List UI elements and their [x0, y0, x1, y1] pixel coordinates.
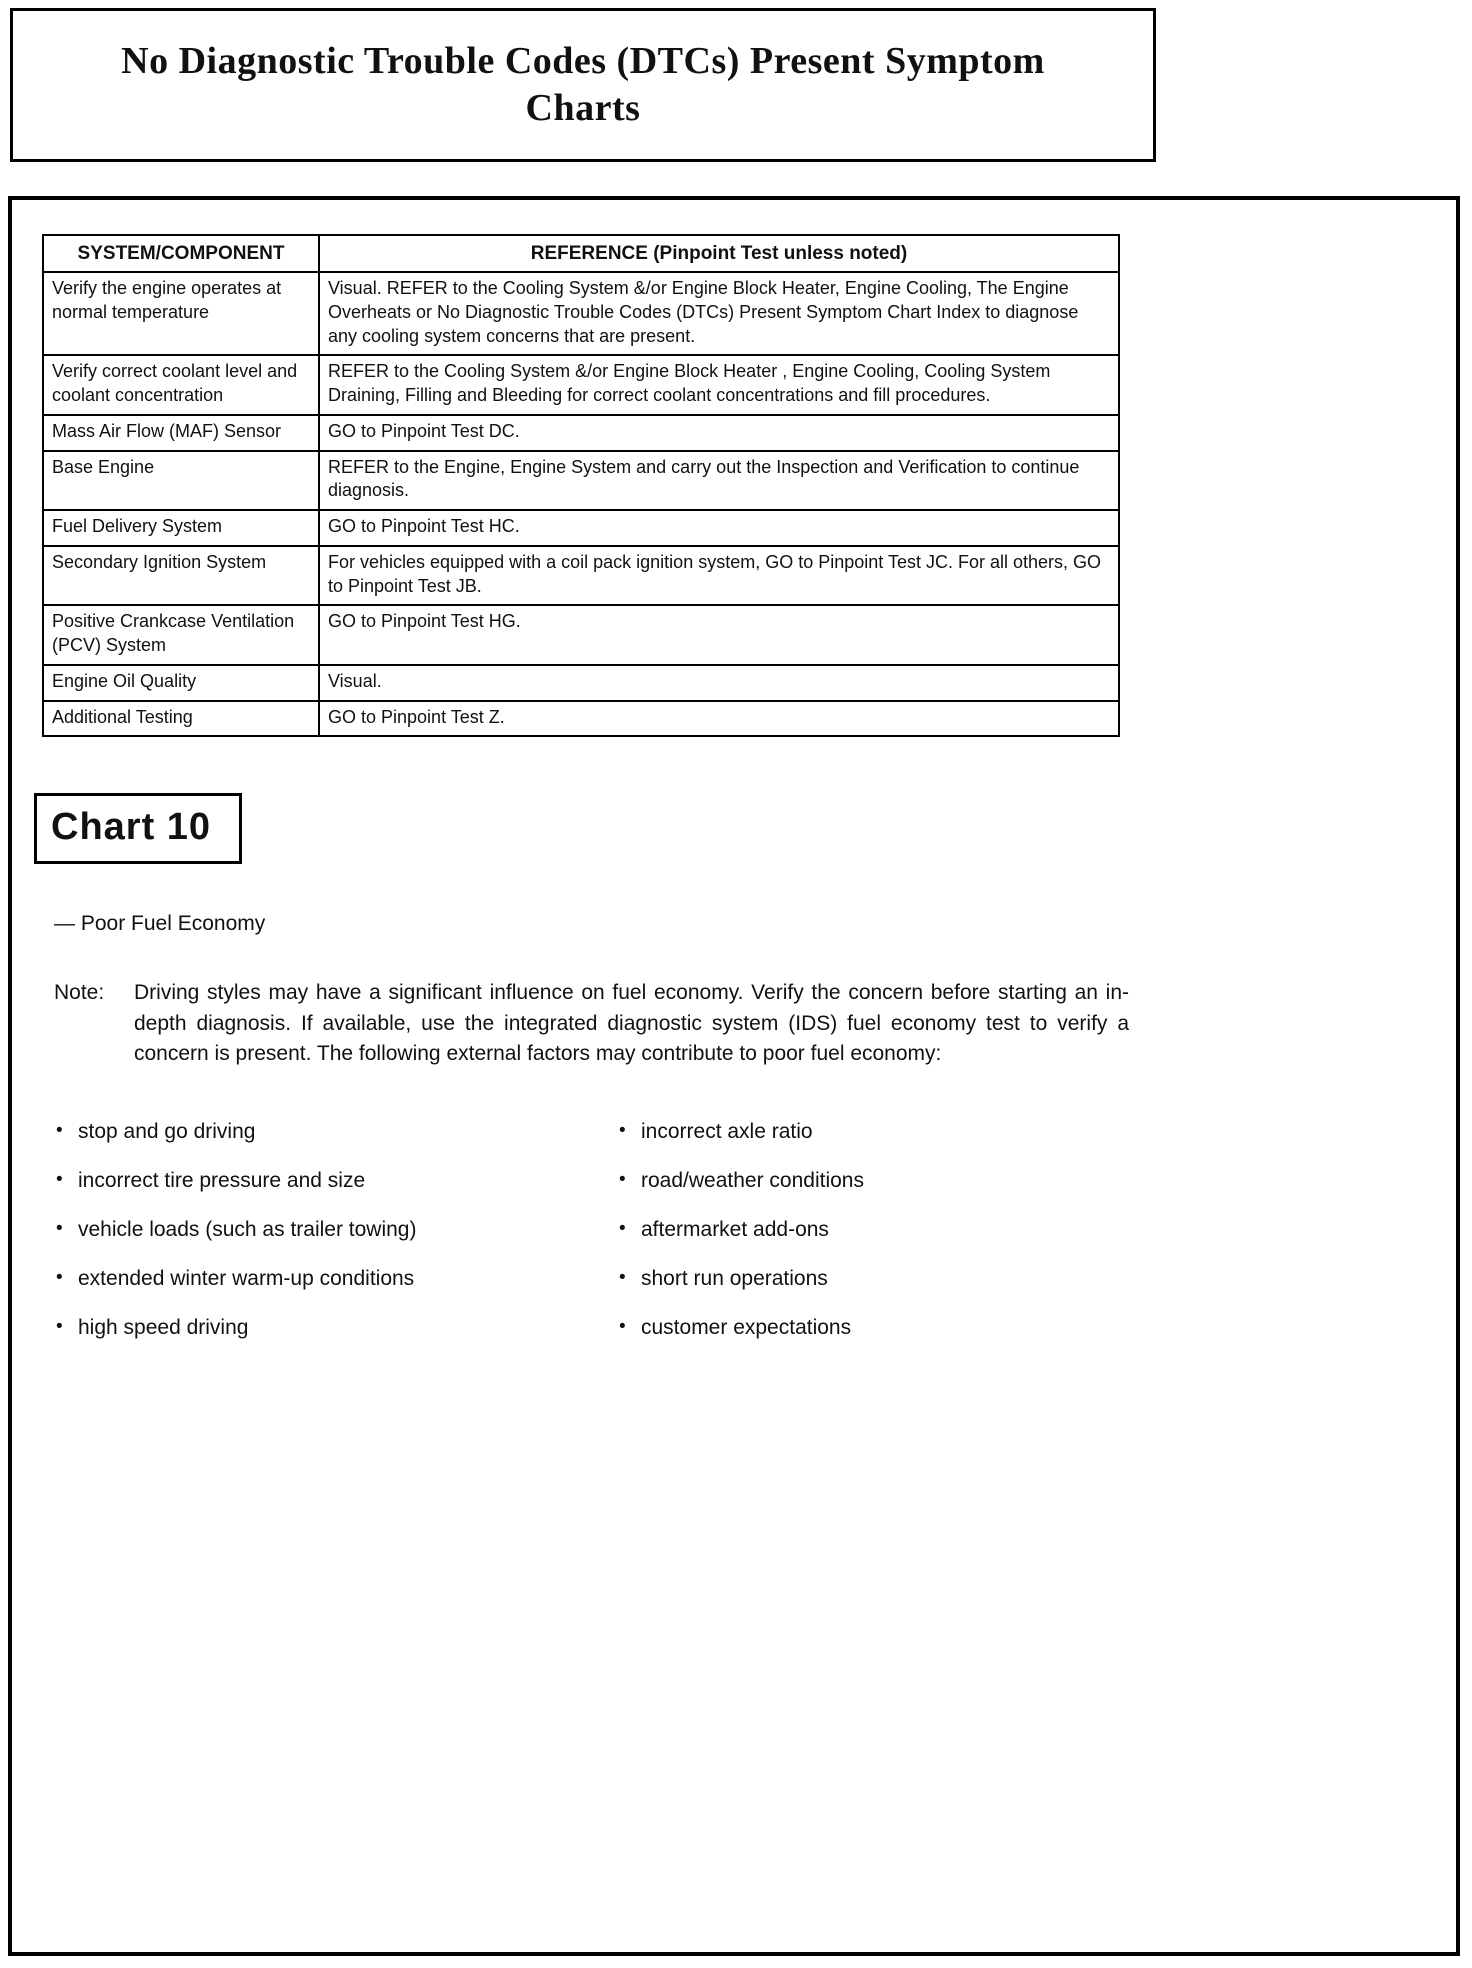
list-item: • aftermarket add-ons [617, 1218, 864, 1242]
list-item: • road/weather conditions [617, 1169, 864, 1193]
chart-label: Chart 10 [51, 806, 212, 849]
reference-cell: GO to Pinpoint Test Z. [319, 701, 1119, 737]
system-cell: Positive Crankcase Ventilation (PCV) System [43, 605, 319, 665]
list-item: • short run operations [617, 1267, 864, 1291]
list-item: • vehicle loads (such as trailer towing) [54, 1218, 617, 1242]
table-row [43, 546, 1119, 606]
table-row [43, 665, 1119, 701]
table-row [43, 355, 1119, 415]
reference-cell: GO to Pinpoint Test DC. [319, 415, 1119, 451]
content-box [8, 196, 1460, 1956]
table-row [43, 510, 1119, 546]
factor-list-left [54, 1120, 617, 1365]
list-item: • high speed driving [54, 1316, 617, 1340]
reference-cell: Visual. [319, 665, 1119, 701]
page-title-box [10, 8, 1156, 162]
list-item: • incorrect axle ratio [617, 1120, 864, 1144]
list-item: • extended winter warm-up conditions [54, 1267, 617, 1291]
system-cell: Engine Oil Quality [43, 665, 319, 701]
table-row [43, 272, 1119, 355]
table-row [43, 605, 1119, 665]
table-header-system: SYSTEM/COMPONENT [43, 235, 319, 272]
system-cell: Base Engine [43, 451, 319, 511]
system-cell: Verify the engine operates at normal temperature [43, 272, 319, 355]
system-cell: Additional Testing [43, 701, 319, 737]
note-block [54, 978, 1426, 1069]
factor-lists [54, 1120, 1456, 1365]
table-row [43, 451, 1119, 511]
list-item: • customer expectations [617, 1316, 864, 1340]
reference-cell: Visual. REFER to the Cooling System &/or Engine Block Heater, Engine Cooling, The Engine Overheats or No Diagnostic Trouble Codes (DTCs) Present Symptom Chart Index to diagnose any cooling system concerns that are present. [319, 272, 1119, 355]
system-cell: Fuel Delivery System [43, 510, 319, 546]
system-cell: Mass Air Flow (MAF) Sensor [43, 415, 319, 451]
note-label: Note: [54, 981, 105, 1005]
symptom-reference-table [42, 234, 1120, 737]
factor-list-right [617, 1120, 864, 1365]
table-header-reference: REFERENCE (Pinpoint Test unless noted) [319, 235, 1119, 272]
table-row [43, 415, 1119, 451]
reference-cell: GO to Pinpoint Test HC. [319, 510, 1119, 546]
list-item: • incorrect tire pressure and size [54, 1169, 617, 1193]
chart-label-box [34, 793, 242, 864]
reference-cell: REFER to the Cooling System &/or Engine Block Heater , Engine Cooling, Cooling System Draining, Filling and Bleeding for correct coolant concentrations and fill procedures. [319, 355, 1119, 415]
reference-cell: For vehicles equipped with a coil pack ignition system, GO to Pinpoint Test JC. For all others, GO to Pinpoint Test JB. [319, 546, 1119, 606]
reference-cell: GO to Pinpoint Test HG. [319, 605, 1119, 665]
symptom-line: — Poor Fuel Economy [54, 912, 266, 936]
list-item: • stop and go driving [54, 1120, 617, 1144]
system-cell: Verify correct coolant level and coolant concentration [43, 355, 319, 415]
table-header-row [43, 235, 1119, 272]
reference-cell: REFER to the Engine, Engine System and carry out the Inspection and Verification to continue diagnosis. [319, 451, 1119, 511]
table-row [43, 701, 1119, 737]
system-cell: Secondary Ignition System [43, 546, 319, 606]
page-title: No Diagnostic Trouble Codes (DTCs) Present Symptom Charts [121, 39, 1045, 129]
note-text: Driving styles may have a significant influence on fuel economy. Verify the concern before starting an in-depth diagnosis. If available, use the integrated diagnostic system (IDS) fuel economy test to verify a concern is present. The following external factors may contribute to poor fuel economy: [134, 981, 1129, 1066]
